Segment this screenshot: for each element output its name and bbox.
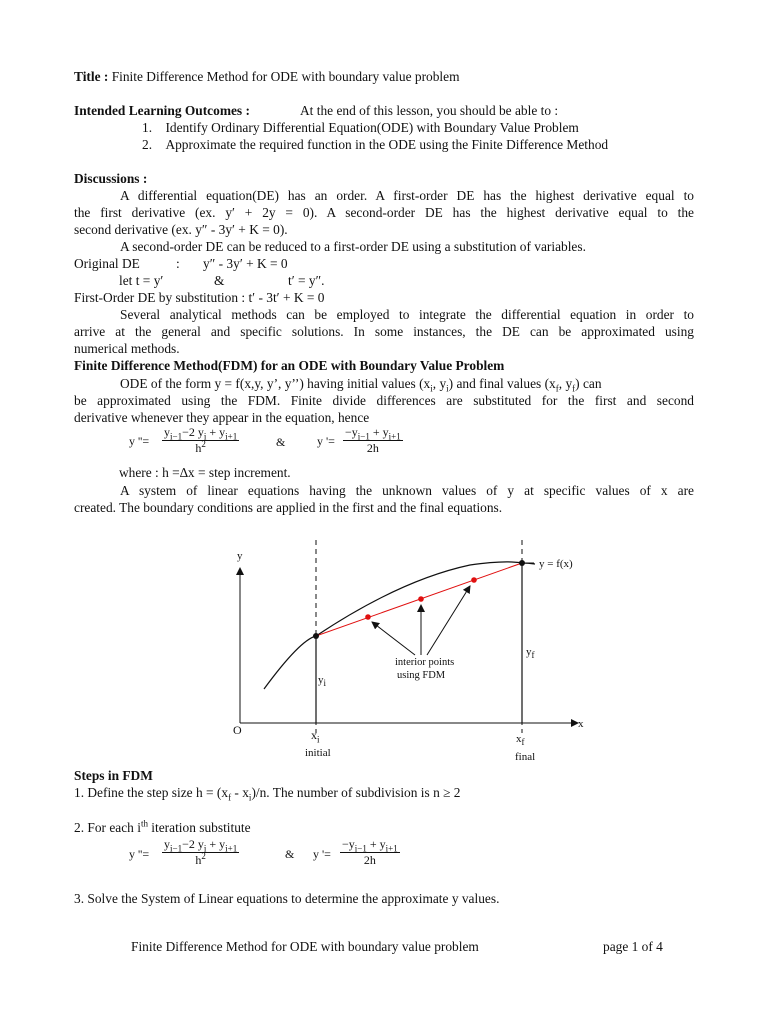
ypp-denominator-2: $h^2$ bbox=[195, 851, 206, 867]
orig-colon: : bbox=[176, 256, 180, 271]
step-2 bbox=[74, 820, 694, 837]
footer-text: Finite Difference Method for ODE with boundary value problem bbox=[131, 939, 479, 954]
ypp-lhs-1: y ''= bbox=[129, 434, 150, 448]
discussions-heading-text: Discussions : bbox=[74, 171, 148, 186]
orig-eq: y″ - 3y′ + K = 0 bbox=[203, 256, 288, 271]
let-a: let t = y′ bbox=[119, 273, 164, 288]
formula-amp-2: & bbox=[285, 847, 295, 861]
disc-p3-l2: arrive at the general and specific solutions. In some instances, the DE can be approximated using bbox=[74, 324, 694, 339]
diagram-yf-label: $y_f$ bbox=[526, 646, 535, 661]
fdm-l1-sub-f2: f bbox=[572, 383, 576, 394]
diagram-xf-label: $x_f$ bbox=[516, 733, 525, 748]
ilo-label: Intended Learning Outcomes : bbox=[74, 103, 250, 118]
yp-fraction-2 bbox=[340, 838, 400, 867]
fdm-l1-c: ) and final values (x bbox=[448, 376, 556, 391]
interior-label-line-2: using FDM bbox=[397, 670, 446, 681]
fdm-p2-l2: created. The boundary conditions are applied in the first and the final equations. bbox=[74, 500, 503, 515]
footer-page: page 1 of 4 bbox=[603, 939, 663, 954]
diagram-final-label: final bbox=[515, 751, 536, 763]
arrow-to-point-3 bbox=[427, 586, 470, 655]
diagram-xi-label: $x_i$ bbox=[311, 728, 320, 745]
disc-p2: A second-order DE can be reduced to a first-order DE using a substitution of variables. bbox=[120, 239, 586, 254]
fdm-l2: be approximated using the FDM. Finite divide differences are substituted for the first and second bbox=[74, 393, 694, 408]
fdm-l1-e: ) can bbox=[575, 376, 602, 391]
step-1-sub-i: i bbox=[248, 792, 252, 803]
formula-amp-1: & bbox=[276, 435, 286, 449]
step-2-sup: th bbox=[140, 818, 148, 829]
ilo-item-1-num: 1. bbox=[142, 120, 153, 135]
interior-point-1 bbox=[365, 614, 371, 620]
ilo-item-2-num: 2. bbox=[142, 137, 153, 152]
disc-p1-l3: second derivative (ex. y″ - 3y′ + K = 0). bbox=[74, 222, 288, 237]
diagram-origin-label: O bbox=[233, 723, 242, 737]
diagram-y-axis-label: y bbox=[237, 550, 243, 562]
fdm-l1-sub-f1: f bbox=[555, 383, 559, 394]
ypp-fraction-2 bbox=[162, 838, 239, 867]
ypp-numerator-1: $y_{i-1}-2$ $y_i + y_{i+1}$ bbox=[164, 425, 238, 442]
fdm-l1-sub-i2: i bbox=[446, 383, 449, 394]
diagram-x-axis-label: x bbox=[578, 718, 584, 730]
ypp-lhs-2: y ''= bbox=[129, 847, 150, 861]
step-1-sub-f: f bbox=[228, 792, 232, 803]
let-amp: & bbox=[214, 273, 225, 288]
step-1-c: )/n. The number of subdivision is n ≥ 2 bbox=[251, 785, 461, 800]
yp-lhs-1: y '= bbox=[317, 434, 335, 448]
diagram-initial-label: initial bbox=[305, 747, 331, 759]
ilo-intro: At the end of this lesson, you should be able to : bbox=[300, 103, 559, 118]
ypp-denominator-1: $h^2$ bbox=[195, 439, 206, 455]
diagram-curve-label: y = f(x) bbox=[539, 558, 573, 570]
fdm-l3: derivative whenever they appear in the equation, hence bbox=[74, 410, 370, 425]
title-label: Title : bbox=[74, 69, 109, 84]
yp-numerator-1: $-y_{i-1} + y_{i+1}$ bbox=[345, 425, 401, 442]
diagram-interior-label bbox=[395, 656, 454, 682]
step-2-b: iteration substitute bbox=[147, 820, 251, 835]
fdm-l1-b: , y bbox=[432, 376, 447, 391]
step-1 bbox=[74, 785, 694, 802]
yp-numerator-2: $-y_{i-1} + y_{i+1}$ bbox=[342, 837, 398, 854]
fdm-l1-a: ODE of the form y = f(x,y, y’, y’’) having initial values (x bbox=[120, 376, 431, 391]
orig-label: Original DE bbox=[74, 256, 140, 271]
yp-denominator-1: 2h bbox=[366, 441, 379, 455]
disc-p1-l2: the first derivative (ex. y′ + 2y = 0). A second-order DE has the highest derivative equal to the bbox=[74, 205, 694, 220]
ypp-numerator-2: $y_{i-1}-2$ $y_i + y_{i+1}$ bbox=[164, 837, 238, 854]
arrow-to-point-1 bbox=[372, 622, 415, 655]
interior-label-line-1: interior points bbox=[395, 657, 455, 668]
let-b: t′ = y″. bbox=[288, 273, 325, 288]
disc-p1-l1: A differential equation(DE) has an order. A first-order DE has the highest derivative equal to bbox=[120, 188, 694, 203]
steps-heading bbox=[74, 768, 694, 785]
ilo-item-2-text: Approximate the required function in the ODE using the Finite Difference Method bbox=[165, 137, 609, 152]
yp-lhs-2: y '= bbox=[313, 847, 331, 861]
first-order-de: First-Order DE by substitution : t′ - 3t′ + K = 0 bbox=[74, 290, 325, 305]
fdm-heading-text: Finite Difference Method(FDM) for an ODE with Boundary Value Problem bbox=[74, 358, 505, 373]
yp-denominator-2: 2h bbox=[363, 853, 376, 867]
disc-p3-l1: Several analytical methods can be employed to integrate the differential equation in order to bbox=[120, 307, 694, 322]
interior-point-3 bbox=[471, 577, 477, 583]
fdm-p2-l1: A system of linear equations having the unknown values of y at specific values of x are bbox=[120, 483, 694, 498]
disc-p3-l3: numerical methods. bbox=[74, 341, 180, 356]
ilo-item-1-text: Identify Ordinary Differential Equation(ODE) with Boundary Value Problem bbox=[165, 120, 579, 135]
fdm-l1-d: , y bbox=[558, 376, 573, 391]
step-2-a: 2. For each i bbox=[74, 820, 141, 835]
step-3: 3. Solve the System of Linear equations to determine the approximate y values. bbox=[74, 891, 500, 906]
step-1-a: 1. Define the step size h = (x bbox=[74, 785, 229, 800]
title-text: Finite Difference Method for ODE with boundary value problem bbox=[108, 69, 460, 84]
fdm-l1-sub-i1: i bbox=[430, 383, 433, 394]
diagram-yi-label: $y_i$ bbox=[318, 674, 327, 689]
interior-point-2 bbox=[418, 596, 424, 602]
fdm-where: where : h =∆x = step increment. bbox=[119, 465, 291, 480]
step-1-b: - x bbox=[231, 785, 249, 800]
steps-heading-text: Steps in FDM bbox=[74, 768, 153, 783]
initial-point bbox=[313, 633, 319, 639]
